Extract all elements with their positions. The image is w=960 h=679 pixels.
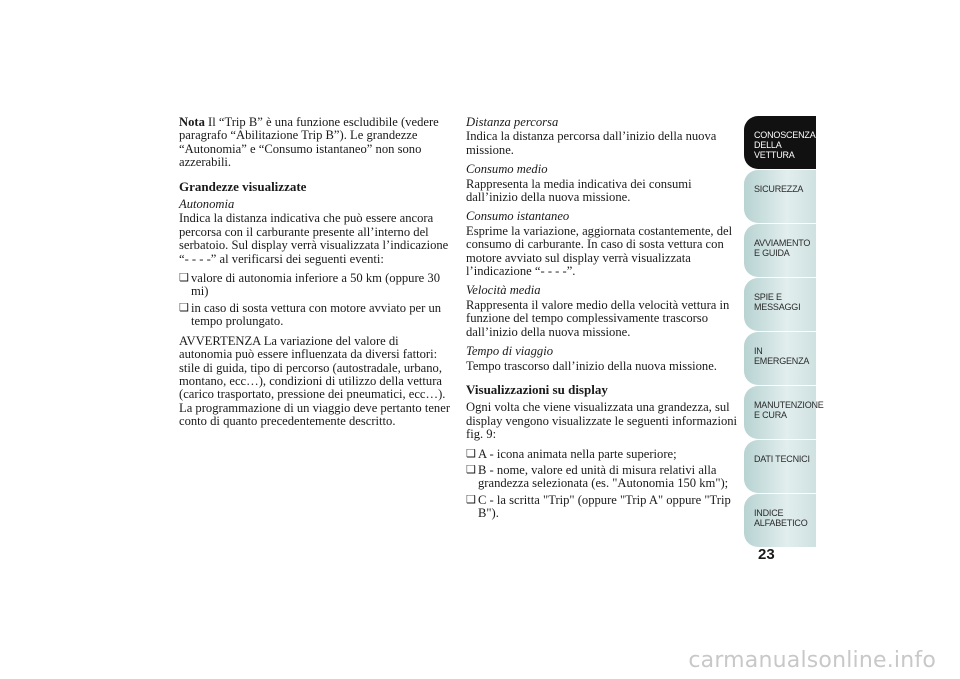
tab-conoscenza-della-vettura[interactable]: CONOSCENZA DELLA VETTURA [744, 116, 816, 169]
section-heading-grandezze: Grandezze visualizzate [179, 178, 307, 194]
consumo-istantaneo-title: Consumo istantaneo [466, 209, 570, 224]
avvertenza-note: AVVERTENZA La variazione del valore di autonomia può essere influenzata da diversi fattori: stile di guida, tipo di percorso (autostradale, urbano, montano, ecc…), condizioni di utilizzo della vettura (carico trasportato, pressione dei pneumatici, ecc…). La programmazione di un viaggio deve pertanto tener conto di quanto precedentemente descritto. [179, 333, 451, 429]
distanza-text: Indica la distanza percorsa dall’inizio della nuova missione. [466, 129, 717, 157]
display-bullet-list [466, 448, 742, 521]
tab-avviamento-e-guida[interactable]: AVVIAMENTO E GUIDA [744, 224, 816, 277]
list-item: ❑ A - icona animata nella parte superiore; [466, 448, 742, 461]
consumo-medio-text: Rappresenta la media indicativa dei consumi dall’inizio della nuova missione. [466, 176, 692, 205]
tempo-viaggio-text: Tempo trascorso dall’inizio della nuova missione. [466, 358, 717, 373]
autonomia-text: Indica la distanza indicativa che può essere ancora percorsa con il carburante presente all’interno del serbatoio. Sul display verrà visualizzata l’indicazione “- - - -” al verificarsi dei seguenti eventi: [179, 211, 449, 266]
display-text: Ogni volta che viene visualizzata una grandezza, sul display vengono visualizzate le seguenti informazioni fig. 9: [466, 400, 738, 442]
nota-label: Nota [179, 115, 205, 129]
nota-text: Il “Trip B” è una funzione escludibile (vedere paragrafo “Abilitazione Trip B”). Le grandezze “Autonomia” e “Consumo istantaneo” non sono azzerabili. [179, 115, 439, 170]
distanza-title: Distanza percorsa [466, 115, 559, 129]
tab-spie-e-messaggi[interactable]: SPIE E MESSAGGI [744, 278, 816, 331]
tab-sicurezza[interactable]: SICUREZZA [744, 170, 816, 223]
tab-manutenzione-e-cura[interactable]: MANUTENZIONE E CURA [744, 386, 816, 439]
velocita-media-title: Velocità media [466, 283, 541, 298]
consumo-medio-title: Consumo medio [466, 162, 548, 177]
autonomia-title: Autonomia [179, 197, 235, 212]
left-column [179, 116, 451, 435]
list-item: ❑ in caso di sosta vettura con motore avviato per un tempo prolungato. [179, 302, 451, 329]
tab-in-emergenza[interactable]: IN EMERGENZA [744, 332, 816, 385]
tab-indice-alfabetico[interactable]: INDICE ALFABETICO [744, 494, 816, 547]
list-item: ❑ C - la scritta "Trip" (oppure "Trip A" oppure "Trip B"). [466, 494, 742, 521]
tab-dati-tecnici[interactable]: DATI TECNICI [744, 440, 816, 493]
consumo-istantaneo-text: Esprime la variazione, aggiornata costantemente, del consumo di carburante. In caso di sosta vettura con motore avviato sul display verrà visualizzata l’indicazione “- - - -”. [466, 223, 733, 279]
watermark: carmanualsonline.info [688, 648, 936, 673]
section-heading-visualizzazioni: Visualizzazioni su display [466, 381, 608, 397]
velocita-media-text: Rappresenta il valore medio della velocità vettura in funzione del tempo complessivamente trascorso dall’inizio della nuova missione. [466, 297, 730, 339]
page-number: 23 [758, 546, 775, 563]
list-item: ❑ B - nome, valore ed unità di misura relativi alla grandezza selezionata (es. "Autonomia 150 km"); [466, 464, 742, 491]
chapter-tabs [744, 116, 824, 548]
tempo-viaggio-title: Tempo di viaggio [466, 344, 553, 359]
nota-paragraph [179, 116, 451, 170]
autonomia-bullet-list [179, 272, 451, 329]
list-item: ❑ valore di autonomia inferiore a 50 km (oppure 30 mi) [179, 272, 451, 299]
right-column [466, 116, 742, 527]
